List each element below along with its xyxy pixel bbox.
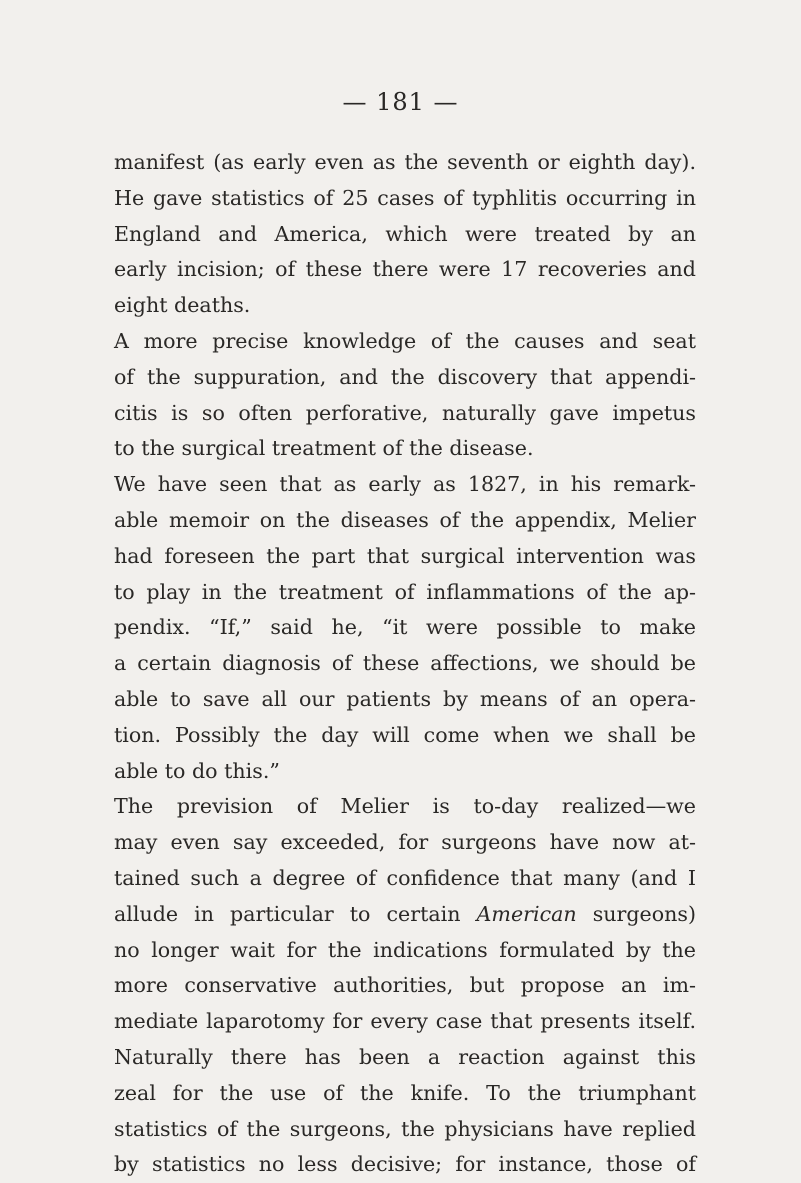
text-line <box>114 897 696 933</box>
text-line: a certain diagnosis of these affections, we should be <box>114 651 696 676</box>
text-segment: allude in particular to certain <box>114 901 477 926</box>
text-line: tained such a degree of confidence that many (and I <box>114 865 696 890</box>
italic-word: American <box>476 901 577 926</box>
text-line: manifest (as early even as the seventh or eighth day). <box>114 150 696 174</box>
page-number: — 181 — <box>342 88 459 116</box>
text-line: citis is so often perforative, naturally gave impetus <box>114 400 696 425</box>
text-segment: surgeons) <box>576 901 697 926</box>
text-line: eight deaths. <box>114 293 251 318</box>
text-line: able to do this.” <box>114 758 280 783</box>
text-line: by statistics no less decisive; for instance, those of <box>114 1152 696 1177</box>
body-text <box>114 145 696 1183</box>
text-line: to play in the treatment of inflammations of the ap- <box>114 579 696 604</box>
text-line: able memoir on the diseases of the appendix, Melier <box>114 507 696 532</box>
text-line: pendix. “If,” said he, “it were possible to make <box>114 615 696 640</box>
text-line: early incision; of these there were 17 recoveries and <box>114 257 696 282</box>
text-line: of the suppuration, and the discovery that appendi- <box>114 364 696 389</box>
text-line: may even say exceeded, for surgeons have now at- <box>114 830 696 855</box>
text-line: tion. Possibly the day will come when we shall be <box>114 722 696 747</box>
text-line: The prevision of Melier is to-day realized—we <box>114 794 696 819</box>
text-line: zeal for the use of the knife. To the triumphant <box>114 1080 696 1105</box>
text-line: mediate laparotomy for every case that presents itself. <box>114 1009 696 1034</box>
text-line: able to save all our patients by means of an opera- <box>114 686 696 711</box>
text-line: to the surgical treatment of the disease. <box>114 436 534 461</box>
text-line: no longer wait for the indications formulated by the <box>114 937 696 962</box>
text-line: more conservative authorities, but propose an im- <box>114 973 696 998</box>
text-line: We have seen that as early as 1827, in his remark- <box>114 472 696 497</box>
text-line: England and America, which were treated by an <box>114 221 696 246</box>
text-line: had foreseen the part that surgical intervention was <box>114 543 696 568</box>
text-line: He gave statistics of 25 cases of typhlitis occurring in <box>114 185 696 210</box>
text-line: statistics of the surgeons, the physicians have replied <box>114 1116 696 1141</box>
text-line: Naturally there has been a reaction against this <box>114 1044 696 1069</box>
text-line: A more precise knowledge of the causes and seat <box>114 328 696 353</box>
